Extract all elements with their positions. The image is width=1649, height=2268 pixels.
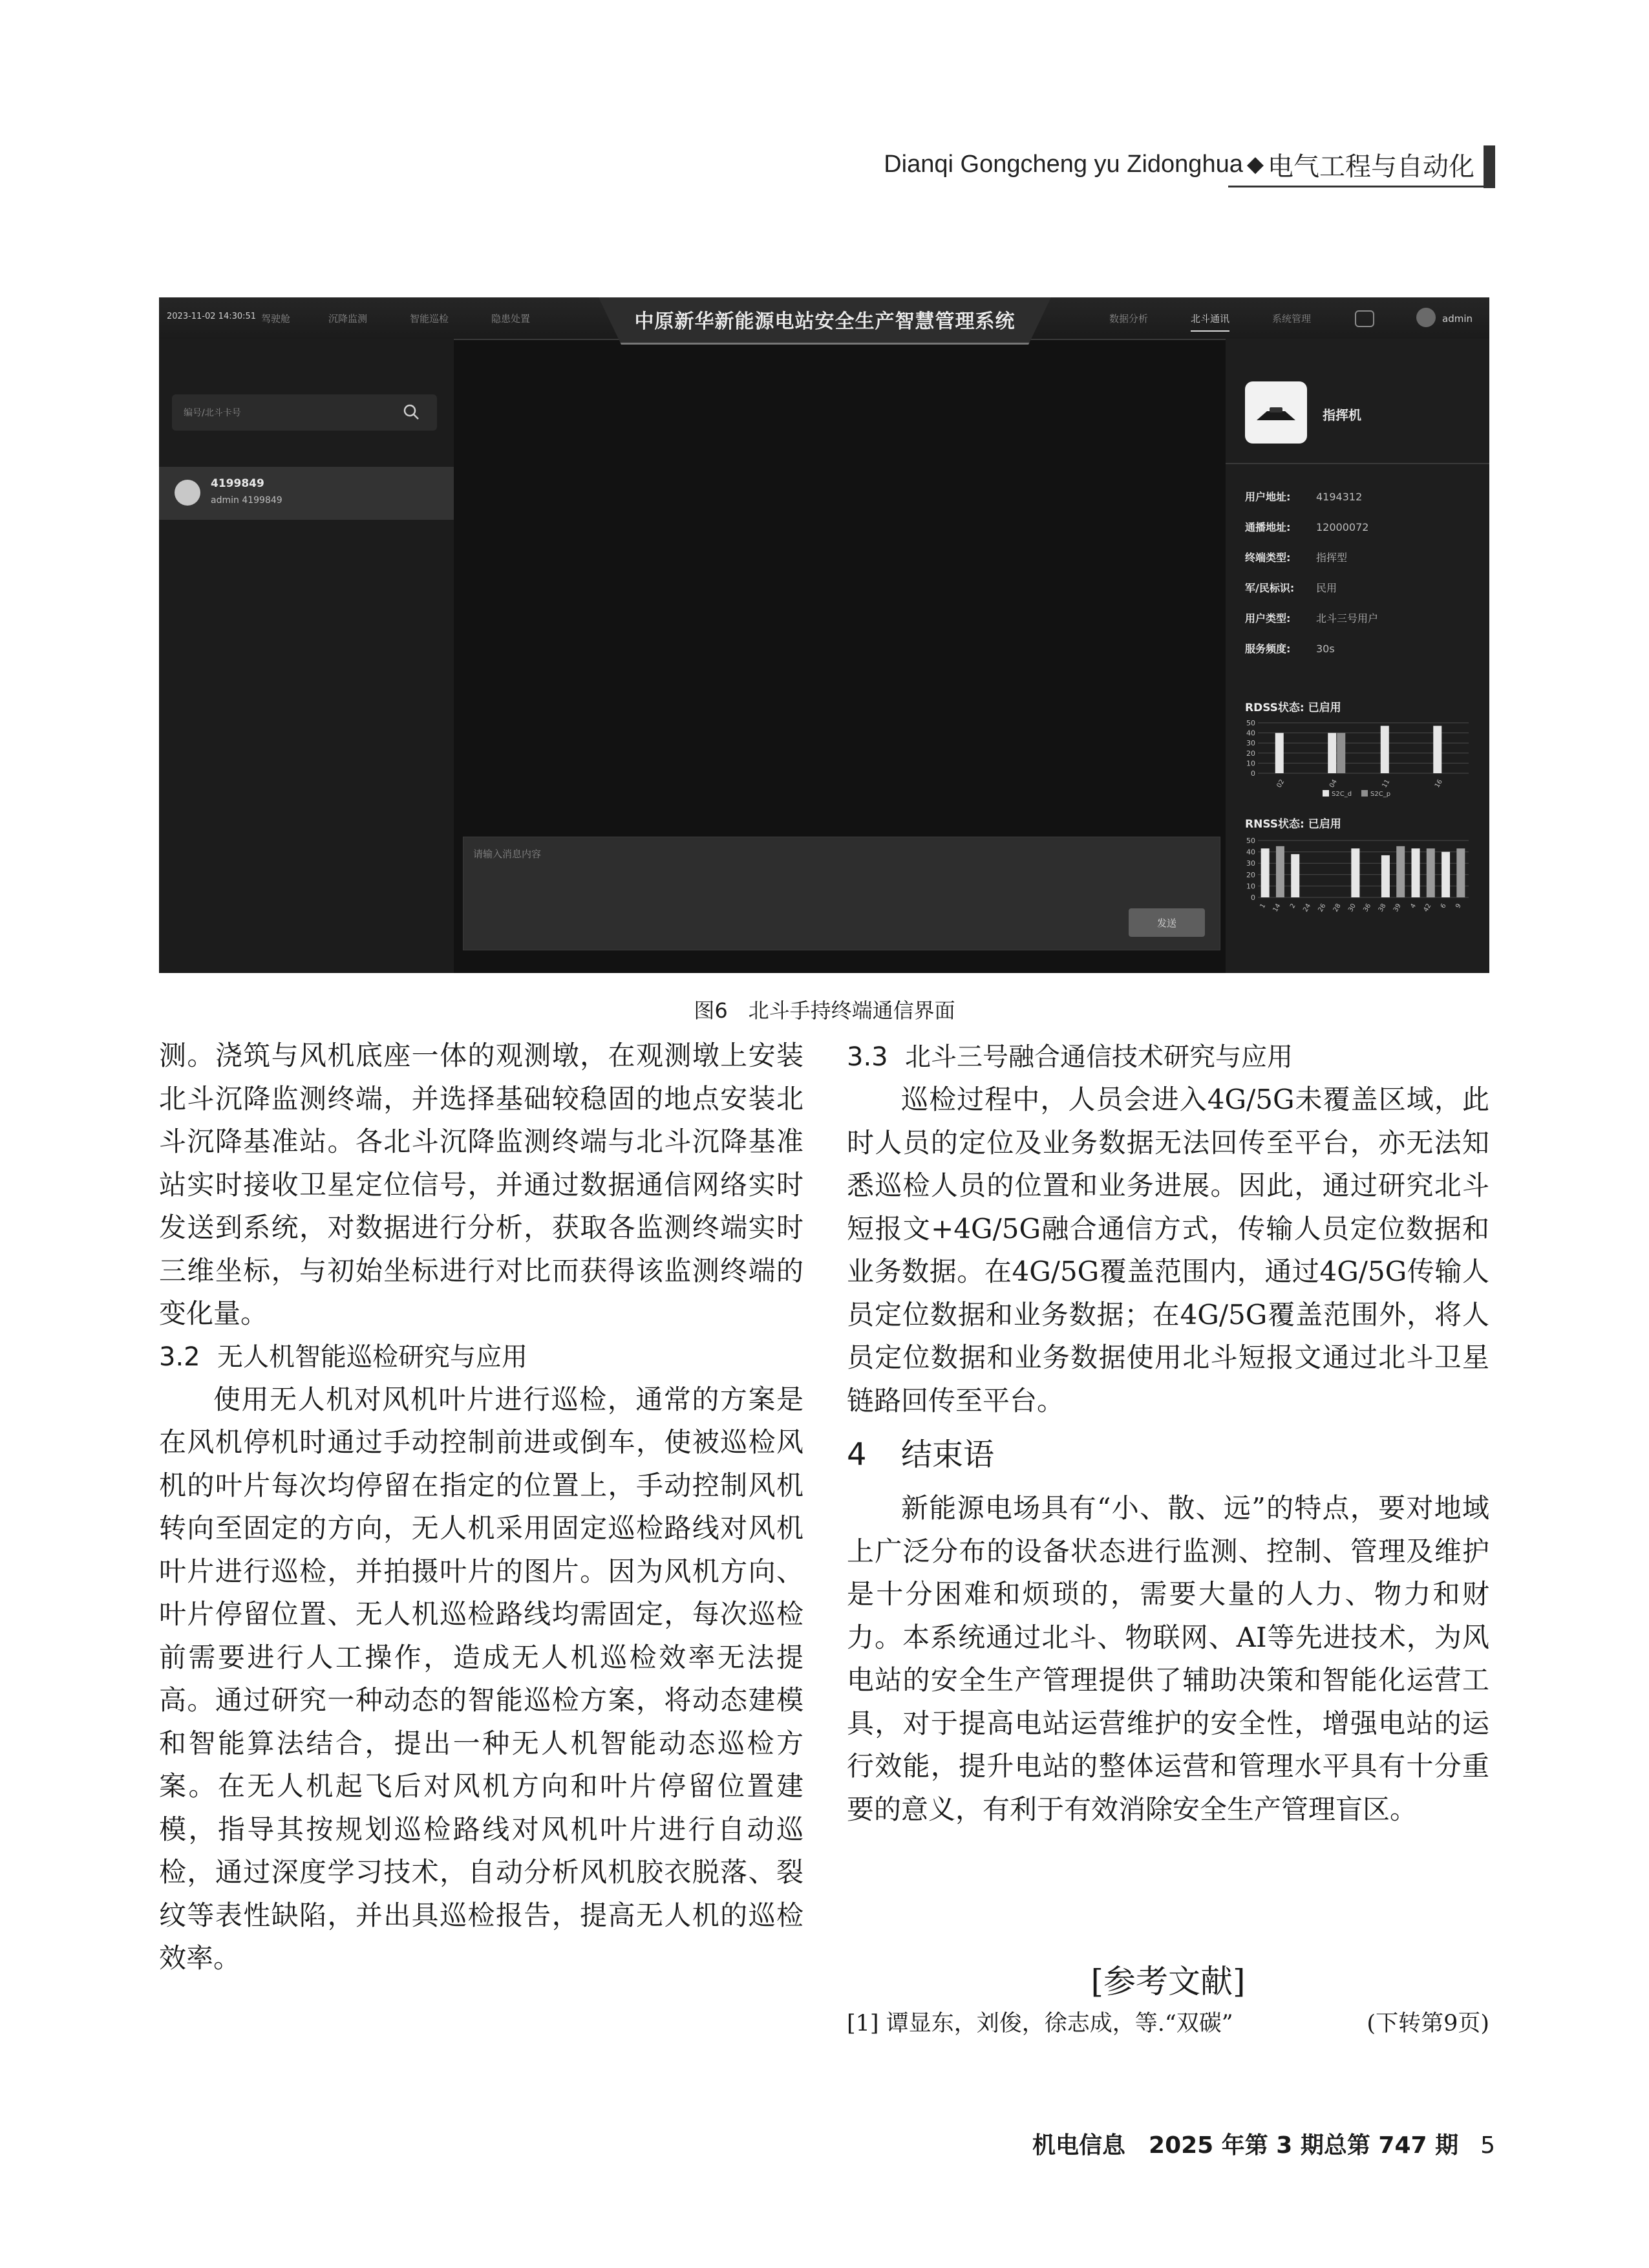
ui-device-image	[1245, 381, 1307, 444]
ui-contact-name: 4199849	[211, 477, 264, 490]
reference-1: [1] 谭显东，刘俊，徐志成，等.“双碳”	[847, 2011, 1233, 2037]
ui-info-value: 12000072	[1316, 521, 1369, 533]
chart-bar	[1291, 854, 1299, 897]
ui-info-value: 4194312	[1316, 491, 1363, 503]
figure-6-screenshot	[159, 297, 1489, 973]
chart-x-tick: 39	[1392, 903, 1403, 914]
section-title: 无人机智能巡检研究与应用	[217, 1342, 527, 1372]
chart-bar	[1412, 848, 1420, 897]
chart-x-tick: 38	[1377, 903, 1388, 914]
chart-bar	[1276, 846, 1284, 897]
chart-bar	[1456, 848, 1465, 897]
ui-device-divider	[1226, 463, 1489, 464]
references-title: [参考文献]	[1090, 1963, 1246, 2000]
chart-x-tick: 30	[1347, 903, 1357, 914]
chart-x-tick: 26	[1317, 903, 1328, 914]
ui-info-key: 用户地址:	[1245, 491, 1291, 503]
ui-message-input[interactable]	[463, 837, 1220, 950]
ui-user-avatar-icon[interactable]	[1416, 308, 1436, 327]
chart-x-tick: 16	[1433, 778, 1444, 789]
ui-nav-beidou[interactable]: 北斗通讯	[1191, 312, 1229, 332]
header-rule	[1228, 186, 1495, 187]
chart-x-tick: 04	[1328, 778, 1339, 789]
chart-bar	[1261, 848, 1270, 897]
page-footer	[1032, 2127, 1495, 2160]
ui-message-placeholder: 请输入消息内容	[473, 848, 542, 860]
ui-info-value: 民用	[1316, 582, 1337, 594]
ui-nav-system[interactable]: 系统管理	[1272, 313, 1312, 325]
ui-info-key: 军/民标识:	[1245, 582, 1295, 594]
section-heading-4	[847, 1431, 1489, 1478]
chart-y-tick: 10	[1246, 759, 1255, 768]
running-header	[884, 144, 1474, 185]
chart-x-tick: 6	[1439, 903, 1448, 910]
search-icon[interactable]	[403, 403, 420, 420]
ui-rnss-status: RNSS状态: 已启用	[1245, 818, 1341, 831]
section-heading-3-3	[847, 1036, 1489, 1078]
section-heading-3-2	[159, 1336, 803, 1378]
chart-x-tick: 2	[1289, 903, 1297, 910]
chart-x-tick: 28	[1332, 903, 1343, 914]
section-number: 3.2	[159, 1342, 200, 1372]
footer-issue: 机电信息 2025 年第 3 期总第 747 期	[1032, 2132, 1459, 2159]
chart-y-tick: 30	[1246, 739, 1255, 748]
ui-info-row	[1245, 550, 1347, 564]
chart-bar	[1275, 733, 1284, 773]
chart-y-tick: 40	[1246, 729, 1255, 738]
chart-x-tick: 24	[1302, 903, 1313, 914]
chart-x-tick: 42	[1422, 903, 1433, 914]
ui-system-title: 中原新华新能源电站安全生产智慧管理系统	[634, 310, 1016, 333]
chart-y-tick: 30	[1246, 859, 1255, 868]
journal-name-cn: 电气工程与自动化	[1268, 151, 1474, 182]
rnss-chart	[1239, 835, 1478, 919]
ui-user-name: admin	[1442, 313, 1473, 325]
ui-contact-sub: admin 4199849	[211, 495, 282, 506]
paragraph-uav-inspection: 使用无人机对风机叶片进行巡检，通常的方案是在风机停机时通过手动控制前进或倒车，使被巡检风机的叶片每次均停留在指定的位置上，手动控制风机转向至固定的方向，无人机采用固定巡检路线对风机叶片进行巡检，并拍摄叶片的图片。因为风机方向、叶片停留位置、无人机巡检路线均需固定，每次巡检前需要进行人工操作，造成无人机巡检效率无法提高。通过研究一种动态的智能巡检方案，将动态建模和智能算法结合，提出一种无人机智能动态巡检方案。在无人机起飞后对风机方向和叶片停留位置建模，指导其按规划巡检路线对风机叶片进行自动巡检，通过深度学习技术，自动分析风机胶衣脱落、裂纹等表性缺陷，并出具巡检报告，提高无人机的巡检效率。	[159, 1383, 803, 1974]
ui-send-button[interactable]: 发送	[1129, 908, 1205, 937]
chart-legend-swatch	[1361, 790, 1368, 797]
ui-info-key: 服务频度:	[1245, 643, 1291, 655]
section-title: 结束语	[901, 1437, 995, 1473]
ui-info-value: 北斗三号用户	[1316, 612, 1379, 625]
continued-note: (下转第9页)	[1367, 2011, 1489, 2037]
chart-legend-label: S2C_d	[1332, 791, 1352, 798]
ui-contact-panel	[159, 339, 454, 973]
ui-info-row	[1245, 610, 1378, 625]
ui-datetime: 2023-11-02 14:30:51	[167, 312, 257, 321]
chart-y-tick: 20	[1246, 749, 1255, 758]
chart-bar	[1337, 733, 1345, 773]
ui-nav-cockpit[interactable]: 驾驶舱	[261, 313, 291, 325]
figure-caption: 图6 北斗手持终端通信界面	[694, 998, 955, 1023]
chart-x-tick: 11	[1381, 778, 1392, 789]
rdss-chart	[1239, 718, 1478, 802]
chart-bar	[1442, 852, 1450, 897]
chart-legend-swatch	[1323, 790, 1329, 797]
chart-bar	[1351, 848, 1359, 897]
ui-device-name: 指挥机	[1323, 407, 1361, 423]
left-column	[159, 1034, 803, 1980]
chart-x-tick: 14	[1271, 903, 1282, 914]
ui-info-row	[1245, 519, 1368, 534]
ui-info-key: 终端类型:	[1245, 551, 1291, 564]
ui-info-row	[1245, 641, 1335, 656]
chart-bar	[1396, 846, 1405, 897]
ui-search-placeholder: 编号/北斗卡号	[184, 408, 241, 418]
ui-sign-out-icon[interactable]	[1355, 310, 1374, 327]
ui-info-row	[1245, 580, 1337, 595]
ui-info-value: 30s	[1316, 643, 1335, 655]
ui-rdss-status: RDSS状态: 已启用	[1245, 701, 1341, 714]
ui-info-value: 指挥型	[1316, 551, 1348, 564]
ui-nav-hazard[interactable]: 隐患处置	[491, 313, 531, 325]
chart-bar	[1433, 726, 1442, 773]
page-number: 5	[1480, 2132, 1495, 2159]
chart-y-tick: 50	[1246, 837, 1255, 845]
paragraph-settlement-cont: 测。浇筑与风机底座一体的观测墩，在观测墩上安装北斗沉降监测终端，并选择基础较稳固的地点安装北斗沉降基准站。各北斗沉降监测终端与北斗沉降基准站实时接收卫星定位信号，并通过数据通信网络实时发送到系统，对数据进行分析，获取各监测终端实时三维坐标，与初始坐标进行对比而获得该监测终端的变化量。	[159, 1040, 803, 1329]
ui-contact-avatar	[175, 480, 200, 506]
chart-bar	[1328, 733, 1336, 773]
chart-bar	[1381, 726, 1389, 773]
chart-y-tick: 10	[1246, 882, 1255, 891]
paragraph-beidou-fusion: 巡检过程中，人员会进入4G/5G未覆盖区域，此时人员的定位及业务数据无法回传至平台，亦无法知悉巡检人员的位置和业务进展。因此，通过研究北斗短报文+4G/5G融合通信方式，传输人员定位数据和业务数据。在4G/5G覆盖范围内，通过4G/5G传输人员定位数据和业务数据；在4G/5G覆盖范围外，将人员定位数据和业务数据使用北斗短报文通过北斗卫星链路回传至平台。	[847, 1084, 1489, 1417]
chart-x-tick: 4	[1409, 903, 1418, 910]
chart-y-tick: 40	[1246, 848, 1255, 857]
journal-name-en: Dianqi Gongcheng yu Zidonghua	[884, 150, 1243, 178]
chart-x-tick: 36	[1362, 903, 1373, 914]
right-column	[847, 1036, 1489, 1831]
chart-y-tick: 50	[1246, 719, 1255, 727]
ui-nav-analysis[interactable]: 数据分析	[1109, 313, 1149, 325]
ui-contact-item[interactable]	[159, 467, 454, 520]
handset-icon	[1245, 381, 1307, 444]
diamond-separator: ◆	[1246, 151, 1264, 177]
ui-nav-settlement[interactable]: 沉降监测	[328, 313, 368, 325]
ui-info-row	[1245, 489, 1362, 504]
ui-nav-inspection[interactable]: 智能巡检	[410, 313, 449, 325]
chart-legend-label: S2C_p	[1370, 791, 1391, 798]
chart-y-tick: 20	[1246, 870, 1255, 879]
chart-x-tick: 1	[1259, 903, 1268, 910]
section-title: 北斗三号融合通信技术研究与应用	[905, 1042, 1293, 1072]
section-number: 3.3	[847, 1042, 888, 1072]
chart-y-tick: 0	[1251, 893, 1255, 902]
chart-bar	[1381, 855, 1390, 897]
chart-y-tick: 0	[1251, 769, 1255, 778]
chart-x-tick: 02	[1275, 778, 1286, 789]
header-bar	[1484, 145, 1495, 188]
section-number: 4	[847, 1437, 867, 1473]
ui-info-key: 用户类型:	[1245, 612, 1291, 625]
chart-bar	[1427, 848, 1435, 897]
chart-x-tick: 9	[1454, 903, 1463, 910]
ui-info-key: 通播地址:	[1245, 521, 1291, 533]
paragraph-conclusion: 新能源电场具有“小、散、远”的特点，要对地域上广泛分布的设备状态进行监测、控制、管理及维护是十分困难和烦琐的，需要大量的人力、物力和财力。本系统通过北斗、物联网、AI等先进技术，为风电站的安全生产管理提供了辅助决策和智能化运营工具，对于提高电站运营维护的安全性，增强电站的运行效能，提升电站的整体运营和管理水平具有十分重要的意义，有利于有效消除安全生产管理盲区。	[847, 1492, 1489, 1825]
